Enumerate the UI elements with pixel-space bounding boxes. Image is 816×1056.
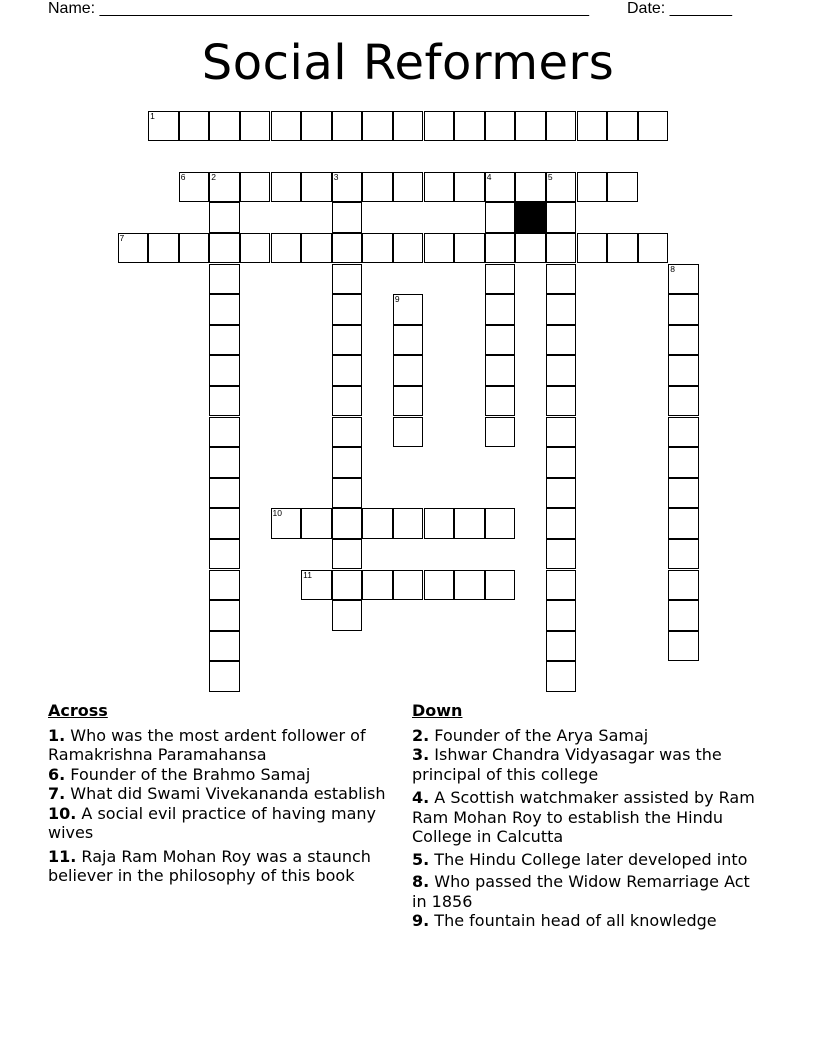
crossword-cell[interactable]: [332, 447, 363, 478]
crossword-cell[interactable]: [515, 111, 546, 142]
crossword-cell[interactable]: [148, 111, 179, 142]
crossword-cell[interactable]: [301, 233, 332, 264]
crossword-cell[interactable]: [668, 386, 699, 417]
crossword-cell[interactable]: [209, 478, 240, 509]
clue-text: Who passed the Widow Remarriage Act in 1856: [412, 872, 750, 911]
crossword-cell[interactable]: [209, 417, 240, 448]
across-clue: [48, 726, 398, 765]
clue-text: Founder of the Arya Samaj: [429, 725, 649, 745]
crossword-cell[interactable]: [209, 202, 240, 233]
crossword-cell[interactable]: [209, 233, 240, 264]
across-clue: [48, 784, 398, 804]
crossword-cell[interactable]: [546, 202, 577, 233]
crossword-cell[interactable]: [301, 570, 332, 601]
crossword-cell[interactable]: [179, 111, 210, 142]
clue-number: 9.: [412, 911, 430, 930]
crossword-cell[interactable]: [118, 233, 149, 264]
crossword-cell[interactable]: [271, 508, 302, 539]
crossword-cell[interactable]: [485, 386, 516, 417]
crossword-cell[interactable]: [271, 111, 302, 142]
crossword-cell[interactable]: [668, 600, 699, 631]
crossword-cell[interactable]: [424, 233, 455, 264]
crossword-cell[interactable]: [577, 233, 608, 264]
clue-text: Founder of the Brahmo Samaj: [65, 764, 311, 784]
crossword-cell[interactable]: [209, 325, 240, 356]
crossword-cell[interactable]: [668, 478, 699, 509]
crossword-cell[interactable]: [393, 294, 424, 325]
crossword-cell[interactable]: [393, 570, 424, 601]
across-clue: [48, 847, 398, 886]
crossword-cell[interactable]: [546, 661, 577, 692]
crossword-cell[interactable]: [668, 508, 699, 539]
crossword-cell[interactable]: [485, 172, 516, 203]
crossword-cell[interactable]: [485, 325, 516, 356]
crossword-cell[interactable]: [668, 325, 699, 356]
crossword-cell[interactable]: [424, 508, 455, 539]
crossword-cell[interactable]: [209, 264, 240, 295]
crossword-cell[interactable]: [240, 172, 271, 203]
crossword-cell[interactable]: [332, 264, 363, 295]
crossword-cell[interactable]: [577, 111, 608, 142]
down-clue: [412, 726, 762, 746]
crossword-cell[interactable]: [209, 447, 240, 478]
down-clues: [412, 701, 762, 931]
clue-text: Ishwar Chandra Vidyasagar was the principal of this college: [412, 745, 722, 784]
crossword-cell[interactable]: [393, 417, 424, 448]
crossword-cell[interactable]: [668, 631, 699, 662]
crossword-cell[interactable]: [332, 417, 363, 448]
crossword-cell[interactable]: [546, 111, 577, 142]
crossword-cell[interactable]: [271, 172, 302, 203]
crossword-cell[interactable]: [454, 111, 485, 142]
clue-text: Who was the most ardent follower of Ramakrishna Paramahansa: [48, 725, 366, 764]
down-clue: [412, 872, 762, 911]
crossword-cell[interactable]: [209, 570, 240, 601]
clue-number: 5.: [412, 849, 430, 869]
clue-number: 10.: [48, 803, 77, 823]
across-clue: [48, 804, 398, 843]
crossword-cell[interactable]: [393, 355, 424, 386]
crossword-cell[interactable]: [546, 355, 577, 386]
crossword-cell[interactable]: [179, 172, 210, 203]
crossword-cell[interactable]: [668, 355, 699, 386]
clue-number: 11.: [48, 846, 77, 866]
clue-number: 5: [547, 171, 553, 182]
name-field: Name: _______________________________________________________: [48, 0, 589, 17]
crossword-cell[interactable]: [332, 570, 363, 601]
crossword-cell[interactable]: [332, 202, 363, 233]
crossword-cell[interactable]: [454, 508, 485, 539]
crossword-cell[interactable]: [240, 111, 271, 142]
crossword-cell[interactable]: [148, 233, 179, 264]
clue-number: 3.: [412, 745, 430, 764]
clue-number: 9: [394, 294, 400, 305]
crossword-cell[interactable]: [546, 539, 577, 570]
black-square: [515, 202, 546, 233]
crossword-cell[interactable]: [240, 233, 271, 264]
clue-number: 11: [303, 569, 312, 580]
crossword-cell[interactable]: [638, 111, 669, 142]
crossword-cell[interactable]: [332, 233, 363, 264]
crossword-cell[interactable]: [546, 264, 577, 295]
crossword-cell[interactable]: [209, 539, 240, 570]
crossword-cell[interactable]: [668, 417, 699, 448]
down-clue: [412, 850, 762, 870]
crossword-cell[interactable]: [393, 386, 424, 417]
crossword-cell[interactable]: [485, 417, 516, 448]
crossword-cell[interactable]: [485, 233, 516, 264]
crossword-cell[interactable]: [301, 111, 332, 142]
crossword-cell[interactable]: [393, 111, 424, 142]
clue-number: 6.: [48, 764, 66, 784]
crossword-cell[interactable]: [668, 570, 699, 601]
crossword-cell[interactable]: [546, 447, 577, 478]
crossword-cell[interactable]: [485, 264, 516, 295]
across-clues: [48, 701, 398, 886]
clue-number: 7: [119, 232, 125, 243]
crossword-cell[interactable]: [546, 478, 577, 509]
crossword-cell[interactable]: [607, 111, 638, 142]
clue-text: A Scottish watchmaker assisted by Ram Ram Mohan Roy to establish the Hindu College in Calcutta: [412, 788, 755, 846]
crossword-cell[interactable]: [638, 233, 669, 264]
crossword-cell[interactable]: [362, 172, 393, 203]
crossword-cell[interactable]: [454, 233, 485, 264]
crossword-cell[interactable]: [332, 508, 363, 539]
crossword-cell[interactable]: [332, 325, 363, 356]
clue-number: 2.: [412, 725, 430, 745]
crossword-cell[interactable]: [546, 386, 577, 417]
crossword-cell[interactable]: [577, 172, 608, 203]
crossword-cell[interactable]: [546, 600, 577, 631]
crossword-cell[interactable]: [209, 386, 240, 417]
crossword-cell[interactable]: [485, 508, 516, 539]
crossword-cell[interactable]: [362, 508, 393, 539]
crossword-cell[interactable]: [209, 508, 240, 539]
crossword-cell[interactable]: [332, 355, 363, 386]
crossword-cell[interactable]: [424, 172, 455, 203]
crossword-cell[interactable]: [485, 111, 516, 142]
crossword-cell[interactable]: [179, 233, 210, 264]
down-heading: Down: [412, 701, 463, 720]
crossword-cell[interactable]: [546, 631, 577, 662]
crossword-cell[interactable]: [301, 172, 332, 203]
crossword-cell[interactable]: [332, 478, 363, 509]
crossword-cell[interactable]: [209, 600, 240, 631]
clue-number: 4.: [412, 788, 430, 807]
crossword-cell[interactable]: [393, 172, 424, 203]
crossword-cell[interactable]: [209, 661, 240, 692]
crossword-cell[interactable]: [393, 325, 424, 356]
crossword-cell[interactable]: [546, 172, 577, 203]
crossword-cell[interactable]: [424, 570, 455, 601]
crossword-cell[interactable]: [546, 294, 577, 325]
clue-text: A social evil practice of having many wives: [48, 803, 376, 842]
crossword-cell[interactable]: [485, 570, 516, 601]
crossword-cell[interactable]: [209, 631, 240, 662]
crossword-cell[interactable]: [332, 294, 363, 325]
down-clue: [412, 911, 762, 931]
crossword-cell[interactable]: [209, 172, 240, 203]
clue-number: 8.: [412, 872, 430, 891]
crossword-cell[interactable]: [546, 325, 577, 356]
crossword-cell[interactable]: [485, 202, 516, 233]
clue-number: 6: [180, 171, 186, 182]
crossword-cell[interactable]: [485, 355, 516, 386]
across-heading: Across: [48, 701, 108, 720]
crossword-cell[interactable]: [668, 447, 699, 478]
clue-text: The fountain head of all knowledge: [429, 911, 717, 930]
crossword-cell[interactable]: [515, 233, 546, 264]
clue-number: 4: [486, 171, 492, 182]
crossword-cell[interactable]: [393, 233, 424, 264]
page-title: Social Reformers: [201, 35, 615, 91]
across-clue: [48, 765, 398, 785]
crossword-cell[interactable]: [209, 355, 240, 386]
clue-number: 1: [150, 110, 155, 121]
crossword-cell[interactable]: [301, 508, 332, 539]
crossword-cell[interactable]: [362, 233, 393, 264]
crossword-cell[interactable]: [424, 111, 455, 142]
crossword-cell[interactable]: [362, 570, 393, 601]
crossword-cell[interactable]: [454, 570, 485, 601]
crossword-cell[interactable]: [546, 233, 577, 264]
crossword-cell[interactable]: [515, 172, 546, 203]
crossword-cell[interactable]: [362, 111, 393, 142]
clue-text: The Hindu College later developed into: [429, 849, 748, 869]
clue-number: 10: [272, 508, 282, 519]
crossword-cell[interactable]: [332, 111, 363, 142]
clue-number: 8: [670, 263, 676, 274]
crossword-cell[interactable]: [393, 508, 424, 539]
crossword-cell[interactable]: [668, 264, 699, 295]
across-clue-list: [48, 726, 398, 886]
clue-number: 1.: [48, 725, 66, 745]
crossword-cell[interactable]: [668, 294, 699, 325]
down-clue: [412, 788, 762, 847]
crossword-cell[interactable]: [668, 539, 699, 570]
down-clue: [412, 745, 762, 784]
clue-text: What did Swami Vivekananda establish: [65, 784, 386, 803]
crossword-cell[interactable]: [209, 111, 240, 142]
crossword-cell[interactable]: [454, 172, 485, 203]
date-field: Date: _______: [627, 0, 732, 17]
crossword-cell[interactable]: [607, 172, 638, 203]
crossword-cell[interactable]: [332, 600, 363, 631]
crossword-cell[interactable]: [209, 294, 240, 325]
crossword-cell[interactable]: [332, 539, 363, 570]
crossword-cell[interactable]: [607, 233, 638, 264]
down-clue-list: [412, 726, 762, 931]
clue-number: 7.: [48, 784, 66, 803]
crossword-cell[interactable]: [546, 508, 577, 539]
crossword-cell[interactable]: [332, 386, 363, 417]
crossword-cell[interactable]: [271, 233, 302, 264]
crossword-cell[interactable]: [332, 172, 363, 203]
clue-number: 2: [211, 171, 217, 182]
crossword-cell[interactable]: [546, 570, 577, 601]
crossword-cell[interactable]: [546, 417, 577, 448]
clue-number: 3: [333, 171, 339, 182]
clue-text: Raja Ram Mohan Roy was a staunch believer in the philosophy of this book: [48, 846, 371, 885]
crossword-cell[interactable]: [485, 294, 516, 325]
